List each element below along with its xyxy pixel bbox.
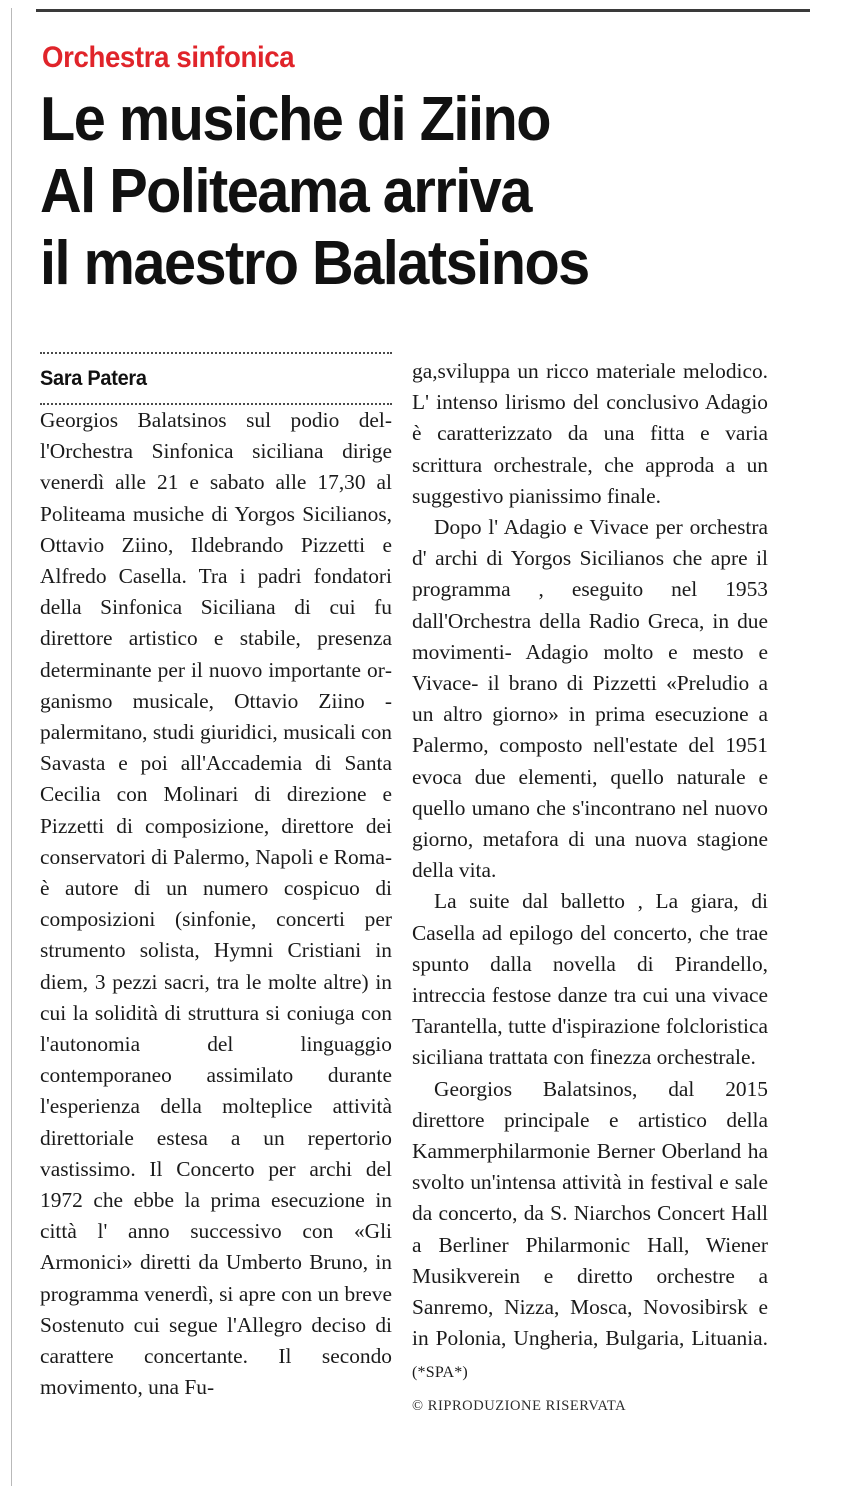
copyright-notice: © RIPRODUZIONE RISERVATA bbox=[412, 1397, 627, 1414]
body-paragraph: ga,sviluppa un ricco materiale melodico. L' intenso lirismo del conclusivo Adagio è caratterizzato da una fitta e varia scrittura orchestrale, che approda a un suggestivo pianissimo finale. bbox=[412, 359, 768, 508]
body-paragraph: Georgios Balatsinos sul podio dell'Orchestra Sinfonica siciliana dirige venerdì alle 21 e sabato alle 17,30 al Politeama musiche di Yorgos Sicilianos, Ottavio Ziino, Ildebrando Pizzetti e Alfredo Casella. Tra i padri fondatori della Sinfonica Siciliana di cui fu direttore artistico e stabile, presenza determinante per il nuovo importante organismo musicale, Ottavio Ziino - palermitano, studi giuridici, musicali con Savasta e poi all'Accademia di Santa Cecilia con Molinari di direzione e Pizzetti di composizione, direttore dei conservatori di Palermo, Napoli e Roma- è autore di un numero cospicuo di composizioni (sinfonie, concerti per strumento solista, Hymni Cristiani in diem, 3 pezzi sacri, tra le molte altre) in cui la solidità di struttura si coniuga con l'autonomia del linguaggio contemporaneo assimilato durante l'esperienza della molteplice attività direttoriale estesa a un repertorio vastissimo. Il Concerto per archi del 1972 che ebbe la prima esecuzione in città l' anno successivo con «Gli Armonici» diretti da Umberto Bruno, in programma venerdì, si apre con un breve Sostenuto cui segue l'Allegro deciso di carattere concertante. Il secondo movimento, una Fu- bbox=[40, 408, 392, 1400]
article-headline bbox=[40, 84, 830, 300]
body-paragraph: La suite dal balletto , La giara, di Casella ad epilogo del concerto, che trae spunto dalla novella di Pirandello, intreccia festose danze tra cui una vivace Tarantella, tutte d'ispirazione folcloristica siciliana trattata con finezza orchestrale. bbox=[412, 889, 768, 1070]
agency-credit: (*SPA*) bbox=[412, 1363, 468, 1381]
top-divider-rule bbox=[36, 9, 810, 12]
article-column-left bbox=[40, 352, 392, 1404]
headline-line-1: Le musiche di Ziino bbox=[40, 85, 550, 154]
article-kicker: Orchestra sinfonica bbox=[42, 41, 295, 74]
article-byline: Sara Patera bbox=[40, 367, 147, 390]
left-margin-rule bbox=[11, 8, 12, 1486]
headline-line-3: il maestro Balatsinos bbox=[40, 229, 589, 298]
body-paragraph-last bbox=[412, 1074, 768, 1388]
headline-line-2: Al Politeama arriva bbox=[40, 157, 531, 226]
body-paragraph-text: Georgios Balatsinos, dal 2015 direttore principale e artistico della Kammerphilarmonie Berner Oberland ha svolto un'intensa attività in festival e sale da concerto, da S. Niarchos Concert Hall a Berliner Philarmonic Hall, Wiener Musikverein e diretto orchestre a Sanremo, Nizza, Mosca, Novosibirsk e in Polonia, Ungheria, Bulgaria, Lituania. bbox=[412, 1076, 768, 1351]
article-column-right bbox=[412, 356, 768, 1415]
body-paragraph: Dopo l' Adagio e Vivace per orchestra d' archi di Yorgos Sicilianos che apre il programma , eseguito nel 1953 dall'Orchestra della Radio Greca, in due movimenti- Adagio molto e mesto e Vivace- il brano di Pizzetti «Preludio a un altro giorno» in prima esecuzione a Palermo, composto nell'estate del 1951 evoca due elementi, quello naturale e quello umano che s'incontrano nel nuovo giorno, metafora di una nuova stagione della vita. bbox=[412, 515, 768, 883]
